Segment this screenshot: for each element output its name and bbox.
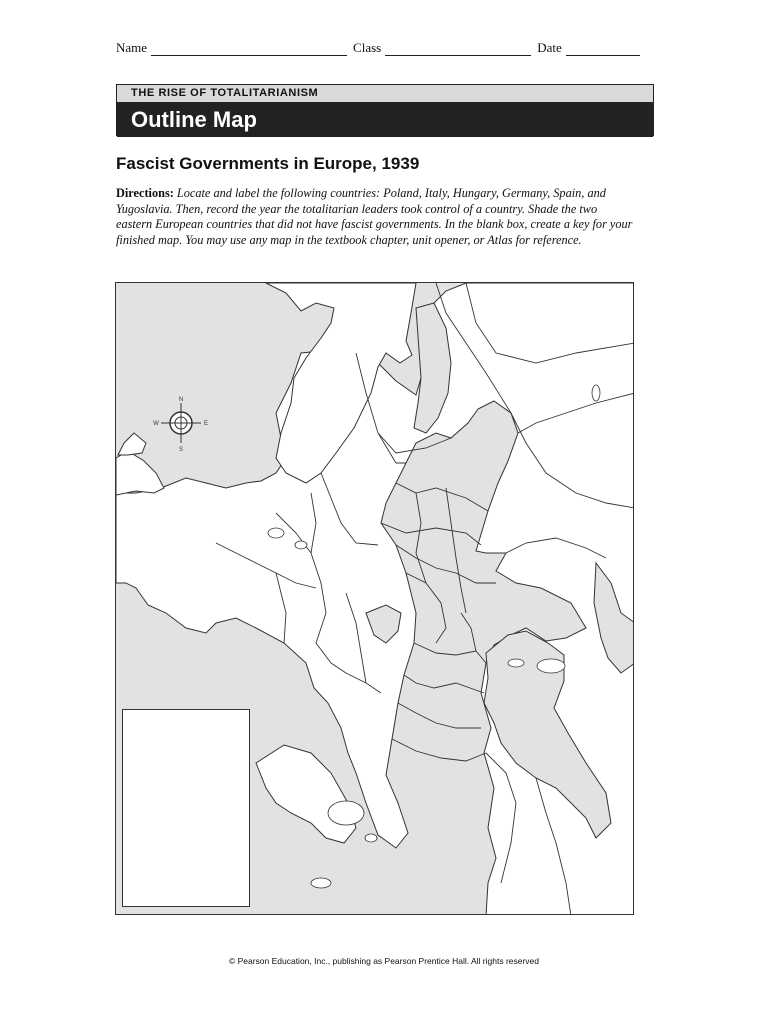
directions-label: Directions: (116, 186, 174, 200)
island-b (508, 659, 524, 667)
directions (116, 186, 636, 248)
compass-w: W (153, 421, 159, 427)
chapter-kicker: THE RISE OF TOTALITARIANISM (117, 85, 653, 103)
directions-text: Locate and label the following countries: Poland, Italy, Hungary, Germany, Spain, and Yugoslavia. Then, record the year the totalitarian leaders took control of a country. Shade the two eastern European countries that did not have fascist governments. In the blank box, create a key for your finished map. You may use any map in the textbook chapter, unit opener, or Atlas for reference. (116, 186, 633, 247)
worksheet-banner (116, 84, 654, 136)
compass-n: N (178, 397, 184, 403)
copyright-footer: © Pearson Education, Inc., publishing as Pearson Prentice Hall. All rights reserved (228, 956, 540, 966)
island-e (268, 528, 284, 538)
class-field[interactable] (385, 41, 531, 56)
island-d (311, 878, 331, 888)
name-label: Name (116, 40, 148, 55)
map-key-box[interactable] (122, 709, 250, 907)
island-a (537, 659, 565, 673)
island-g (365, 834, 377, 842)
student-info-row (116, 40, 656, 56)
island-c (328, 801, 364, 825)
compass-s: S (178, 447, 184, 453)
compass-e: E (203, 421, 209, 427)
date-label: Date (537, 40, 562, 55)
worksheet-title: Outline Map (117, 103, 653, 137)
island-f (295, 541, 307, 549)
map-title: Fascist Governments in Europe, 1939 (116, 154, 420, 173)
island-h (592, 385, 600, 401)
name-field[interactable] (151, 41, 347, 56)
class-label: Class (353, 40, 382, 55)
date-field[interactable] (566, 41, 640, 56)
